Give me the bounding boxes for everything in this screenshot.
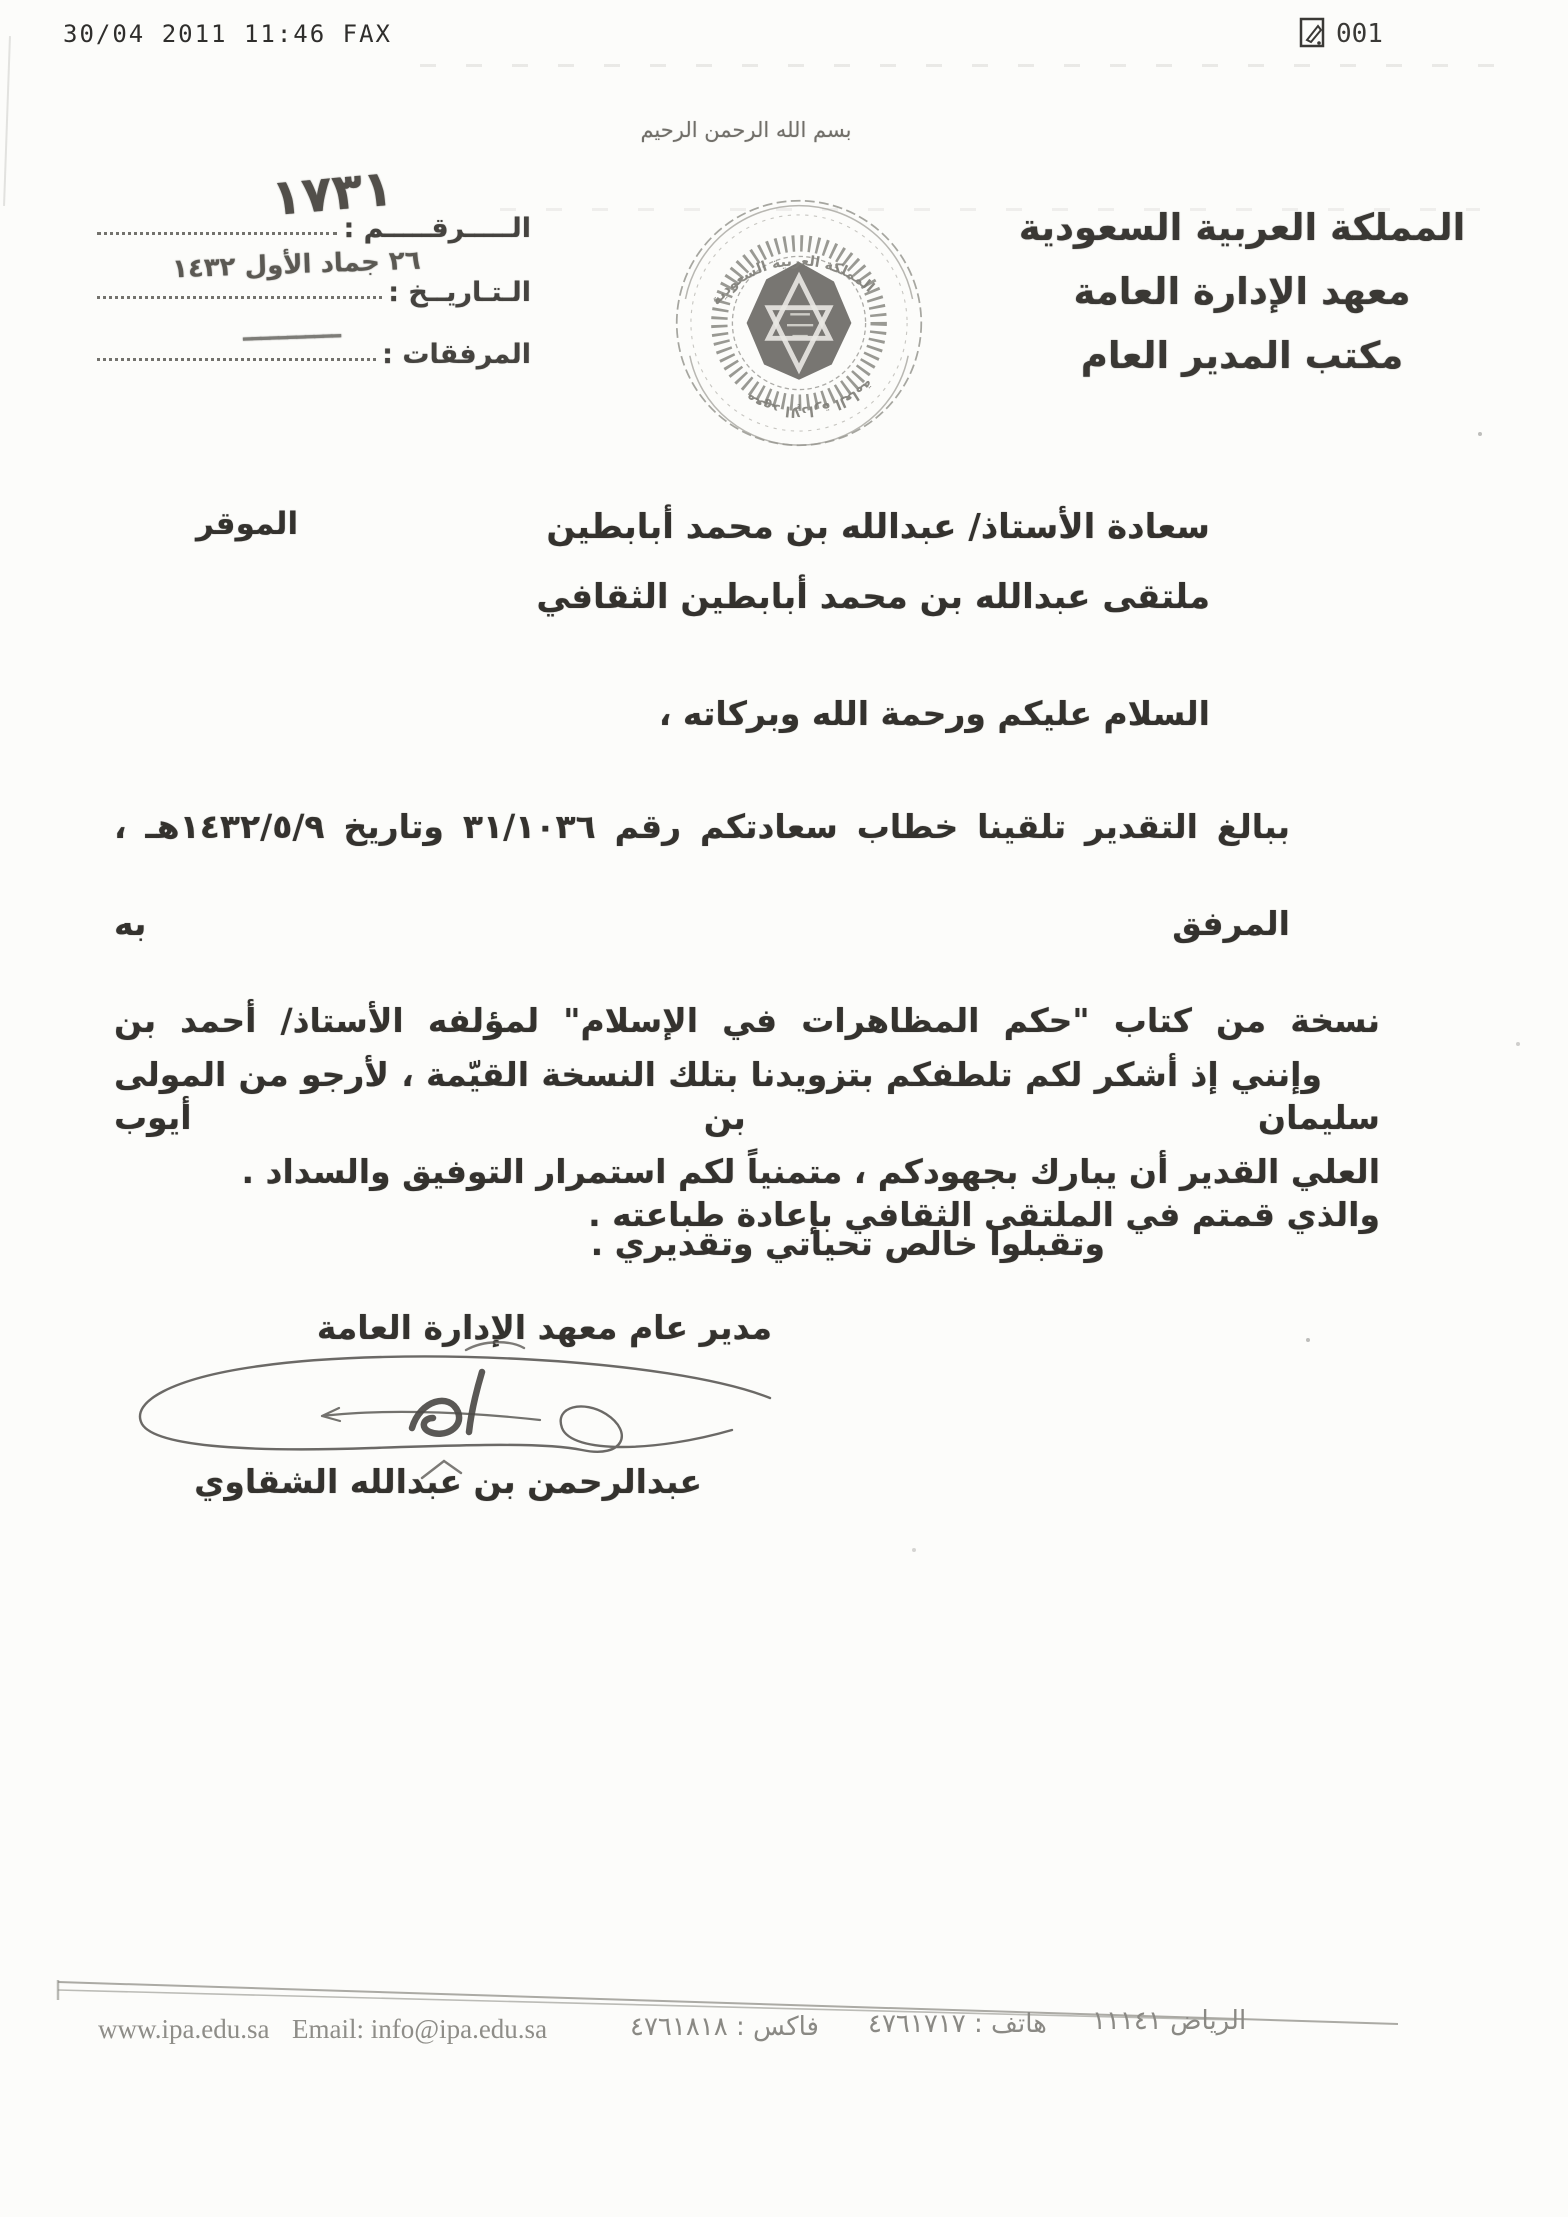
bismillah-text: بسم الله الرحمن الرحيم bbox=[640, 118, 852, 142]
recipient-name-line: سعادة الأستاذ/ عبدالله بن محمد أبابطين bbox=[546, 507, 1210, 547]
recipient-block bbox=[536, 492, 1210, 632]
attachments-row bbox=[95, 308, 531, 370]
ref-fields-block bbox=[95, 158, 531, 370]
ref-date-label: الـتـاريــخ : bbox=[388, 277, 531, 308]
scan-speck bbox=[1516, 1042, 1520, 1046]
salutation-line: السلام عليكم ورحمة الله وبركاته ، bbox=[658, 694, 1210, 733]
signer-title: مدير عام معهد الإدارة العامة bbox=[316, 1308, 772, 1347]
body-line: ببالغ التقدير تلقينا خطاب سعادتكم رقم ٣١/١٠٣٦ وتاريخ ١٤٣٢/٥/٩هـ ، المرفق به bbox=[114, 807, 1290, 943]
org-line-office: مكتب المدير العام bbox=[1080, 334, 1404, 377]
footer-fax: فاكس : ٤٧٦١٨١٨ bbox=[630, 2012, 819, 2042]
fax-page-badge bbox=[1298, 16, 1383, 52]
scan-edge-artifact bbox=[3, 36, 11, 206]
attachments-label: المرفقات : bbox=[382, 339, 531, 370]
signer-name: عبدالرحمن بن عبدالله الشقاوي bbox=[194, 1462, 702, 1501]
dotted-line bbox=[97, 295, 382, 299]
closing-line: وتقبلوا خالص تحياتي وتقديري . bbox=[590, 1224, 1105, 1263]
handwritten-ref-number: ١٧٣١ bbox=[268, 158, 396, 228]
fax-datetime: 30/04 2011 11:46 FAX bbox=[63, 20, 392, 48]
svg-text:معهد الإدارة العامة bbox=[743, 376, 876, 419]
body-paragraph-2 bbox=[114, 1026, 1380, 1220]
scan-speck bbox=[912, 1548, 916, 1552]
page-icon bbox=[1298, 16, 1330, 52]
footer-website: www.ipa.edu.sa bbox=[98, 2014, 270, 2044]
body-line: العلي القدير أن يبارك بجهودكم ، متمنياً لكم استمرار التوفيق والسداد . bbox=[241, 1152, 1380, 1191]
recipient-org-line: ملتقى عبدالله بن محمد أبابطين الثقافي bbox=[536, 577, 1210, 617]
scan-speck bbox=[1478, 432, 1482, 436]
ref-number-label: الـــــرقـــــم : bbox=[343, 213, 531, 244]
footer-city: الرياض ١١١٤١ bbox=[1092, 2006, 1247, 2036]
honorific-label: الموقر bbox=[196, 506, 299, 542]
dotted-line bbox=[97, 357, 376, 361]
body-line: نسخة من كتاب "حكم المظاهرات في الإسلام" لمؤلفه الأستاذ/ أحمد بن سليمان بن أيوب bbox=[114, 1001, 1380, 1137]
scan-noise-band bbox=[420, 64, 1520, 67]
ref-number-row bbox=[95, 158, 531, 244]
scan-speck bbox=[1306, 1338, 1310, 1342]
ipa-seal bbox=[668, 192, 930, 454]
body-line: والذي قمتم في الملتقى الثقافي بإعادة طباعته . bbox=[588, 1195, 1380, 1234]
seal-top-text: المملكة العربية السعودية bbox=[708, 253, 878, 309]
dotted-line bbox=[97, 231, 337, 235]
org-name-block bbox=[982, 196, 1502, 388]
handwritten-date: ٢٦ جماد الأول ١٤٣٢ bbox=[171, 245, 422, 285]
seal-bottom-text: معهد الإدارة العامة bbox=[743, 376, 877, 420]
ref-date-row bbox=[95, 244, 531, 308]
footer-email: Email: info@ipa.edu.sa bbox=[292, 2014, 548, 2044]
handwritten-dash: ـــــــــــ bbox=[242, 314, 342, 348]
org-line-institute: معهد الإدارة العامة bbox=[1073, 270, 1411, 313]
body-line: وإنني إذ أشكر لكم تلطفكم بتزويدنا بتلك النسخة القيّمة ، لأرجو من المولى bbox=[114, 1055, 1322, 1094]
footer-phone: هاتف : ٤٧٦١٧١٧ bbox=[868, 2009, 1047, 2039]
fax-page-number: 001 bbox=[1336, 19, 1383, 49]
org-line-country: المملكة العربية السعودية bbox=[1018, 206, 1466, 249]
